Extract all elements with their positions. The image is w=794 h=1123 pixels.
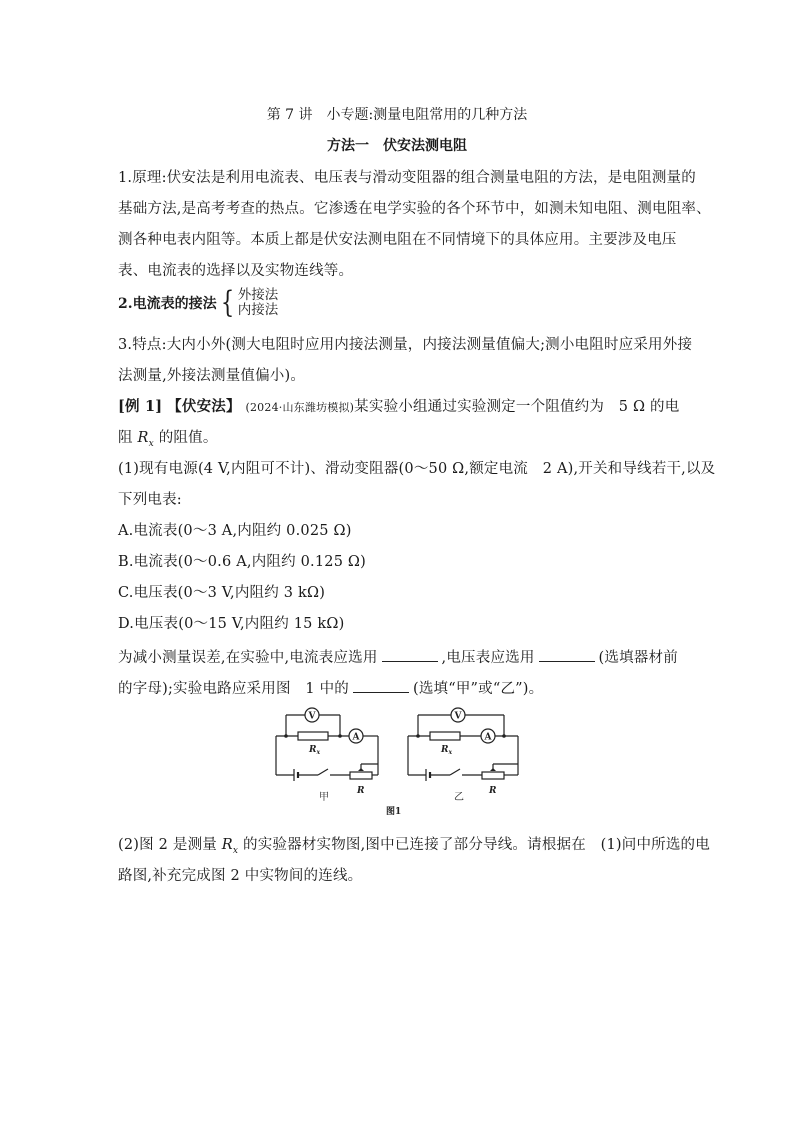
method-title: 方法一 伏安法测电阻 bbox=[327, 138, 467, 154]
example-text-1: 某实验小组通过实验测定一个阻值约为 5 Ω 的电 bbox=[354, 399, 680, 415]
option-c: C.电压表(0～3 V,内阻约 3 kΩ) bbox=[118, 585, 326, 601]
rx-symbol: $R_x$ bbox=[221, 837, 239, 856]
connection-option: 内接法 bbox=[237, 302, 279, 318]
label-yi: 乙 bbox=[454, 792, 464, 803]
answer-blank-voltmeter[interactable] bbox=[539, 649, 595, 662]
option-b: B.电流表(0～0.6 A,内阻约 0.125 Ω) bbox=[118, 554, 367, 570]
question-1-ask-line-2: 的字母);实验电路应采用图 1 中的 (选填“甲”或“乙”)。 bbox=[118, 681, 544, 697]
connection-option: 外接法 bbox=[237, 287, 279, 303]
slider-arrow bbox=[358, 768, 364, 771]
question-2-line-2: 路图,补充完成图 2 中实物间的连线。 bbox=[118, 868, 363, 884]
rheostat-label-right: R bbox=[489, 786, 497, 796]
answer-blank-circuit[interactable] bbox=[353, 680, 409, 693]
option-d: D.电压表(0～15 V,内阻约 15 kΩ) bbox=[118, 616, 345, 632]
resistor-label-right: $R_x$ bbox=[441, 745, 453, 756]
rx-symbol: $R_x$ bbox=[137, 430, 154, 449]
ammeter-label-right: A bbox=[484, 732, 492, 743]
principle-line-1: 1.原理:伏安法是利用电流表、电压表与滑动变阻器的组合测量电阻的方法，是电阻测量的 bbox=[118, 170, 696, 186]
junction-dot bbox=[416, 734, 420, 738]
junction-dot bbox=[502, 734, 506, 738]
example-line-2: 阻 $R_x$ 的阻值。 bbox=[118, 430, 218, 449]
figure-caption: 图1 bbox=[386, 807, 402, 817]
example-source: (2024·山东潍坊模拟) bbox=[245, 401, 355, 414]
question-1-line-2: 下列电表: bbox=[118, 492, 182, 508]
option-a: A.电流表(0～3 A,内阻约 0.025 Ω) bbox=[118, 523, 352, 539]
example-header bbox=[118, 395, 679, 416]
question-1-line-1: (1)现有电源(4 V,内阻可不计)、滑动变阻器(0～50 Ω,额定电流 2 A),开关和导线若干,以及 bbox=[118, 461, 716, 477]
junction-dot bbox=[284, 734, 288, 738]
question-2-line-1: (2)图 2 是测量 $R_x$ 的实验器材实物图,图中已连接了部分导线。请根据在 (1)问中所选的电 bbox=[118, 837, 710, 856]
label-jia: 甲 bbox=[319, 792, 329, 803]
example-tag: [例 1] bbox=[118, 398, 163, 415]
voltmeter-label-right: V bbox=[454, 711, 462, 722]
rheostat-label-left: R bbox=[357, 786, 365, 796]
lecture-title: 第 7 讲 小专题:测量电阻常用的几种方法 bbox=[266, 107, 528, 123]
voltmeter-label-left: V bbox=[308, 711, 316, 722]
connection-label: 2.电流表的接法 bbox=[118, 296, 217, 312]
feature-line-1: 3.特点:大内小外(测大电阻时应用内接法测量，内接法测量值偏大;测小电阻时应采用外接 bbox=[118, 337, 693, 353]
question-1-ask-line-1: 为减小测量误差,在实验中,电流表应选用 ,电压表应选用 (选填器材前 bbox=[118, 650, 678, 666]
example-method: 【伏安法】 bbox=[167, 398, 241, 415]
principle-line-4: 表、电流表的选择以及实物连线等。 bbox=[118, 263, 354, 279]
brace-symbol: { bbox=[220, 285, 234, 320]
principle-line-2: 基础方法,是高考考查的热点。它渗透在电学实验的各个环节中，如测未知电阻、测电阻率、 bbox=[118, 201, 711, 217]
connection-methods bbox=[118, 285, 279, 320]
answer-blank-ammeter[interactable] bbox=[382, 649, 438, 662]
feature-line-2: 法测量,外接法测量值偏小)。 bbox=[118, 368, 306, 384]
resistor-label-left: $R_x$ bbox=[309, 745, 321, 756]
ammeter-label-left: A bbox=[352, 732, 360, 743]
figure-1-circuits bbox=[268, 702, 538, 820]
principle-line-3: 测各种电表内阻等。本质上都是伏安法测电阻在不同情境下的具体应用。主要涉及电压 bbox=[118, 232, 677, 248]
junction-dot bbox=[338, 734, 342, 738]
slider-arrow bbox=[490, 768, 496, 771]
